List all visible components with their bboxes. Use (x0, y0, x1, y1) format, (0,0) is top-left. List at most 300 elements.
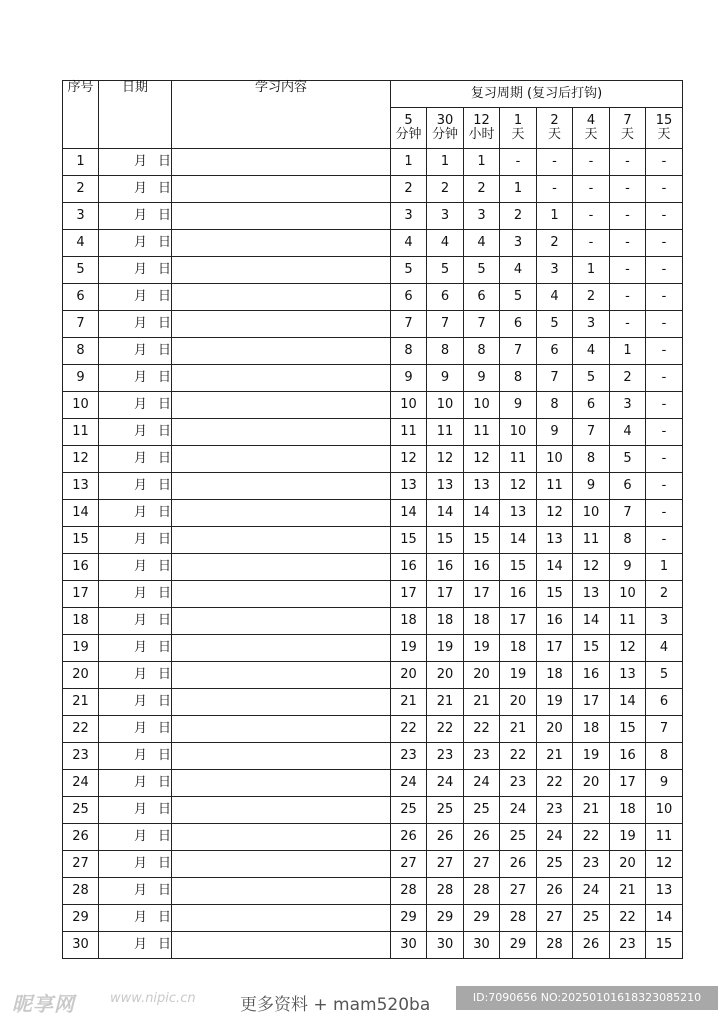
review-cell[interactable]: 25 (391, 797, 427, 824)
review-cell[interactable]: 18 (537, 662, 573, 689)
review-cell[interactable]: 28 (464, 878, 500, 905)
review-cell[interactable]: 19 (537, 689, 573, 716)
review-cell[interactable]: 1 (573, 257, 610, 284)
row-content-field[interactable] (172, 311, 391, 338)
review-cell[interactable]: 4 (646, 635, 683, 662)
row-date-field[interactable] (99, 851, 172, 878)
review-cell[interactable]: 5 (610, 446, 646, 473)
review-cell[interactable]: 29 (391, 905, 427, 932)
review-cell[interactable]: 1 (464, 149, 500, 176)
review-cell[interactable]: 12 (646, 851, 683, 878)
row-date-field[interactable] (99, 473, 172, 500)
review-cell[interactable]: 1 (391, 149, 427, 176)
review-cell[interactable]: 7 (500, 338, 537, 365)
row-content-field[interactable] (172, 203, 391, 230)
review-cell[interactable]: 14 (500, 527, 537, 554)
review-cell[interactable]: 7 (610, 500, 646, 527)
row-content-field[interactable] (172, 635, 391, 662)
review-cell[interactable]: 5 (646, 662, 683, 689)
review-cell[interactable]: - (573, 176, 610, 203)
review-cell[interactable]: 11 (500, 446, 537, 473)
review-cell[interactable]: 1 (646, 554, 683, 581)
row-date-field[interactable] (99, 581, 172, 608)
row-content-field[interactable] (172, 905, 391, 932)
review-cell[interactable]: 22 (391, 716, 427, 743)
review-cell[interactable]: 11 (537, 473, 573, 500)
row-content-field[interactable] (172, 500, 391, 527)
review-cell[interactable]: 14 (573, 608, 610, 635)
review-cell[interactable]: 11 (427, 419, 464, 446)
review-cell[interactable]: 18 (427, 608, 464, 635)
review-cell[interactable]: - (610, 311, 646, 338)
review-cell[interactable]: 26 (573, 932, 610, 959)
row-content-field[interactable] (172, 743, 391, 770)
review-cell[interactable]: 17 (610, 770, 646, 797)
review-cell[interactable]: 16 (500, 581, 537, 608)
review-cell[interactable]: 25 (537, 851, 573, 878)
review-cell[interactable]: 23 (427, 743, 464, 770)
review-cell[interactable]: 5 (573, 365, 610, 392)
review-cell[interactable]: 17 (427, 581, 464, 608)
row-content-field[interactable] (172, 878, 391, 905)
row-content-field[interactable] (172, 662, 391, 689)
review-cell[interactable]: 14 (610, 689, 646, 716)
review-cell[interactable]: - (573, 230, 610, 257)
review-cell[interactable]: 20 (573, 770, 610, 797)
row-content-field[interactable] (172, 230, 391, 257)
review-cell[interactable]: 5 (500, 284, 537, 311)
row-date-field[interactable] (99, 824, 172, 851)
review-cell[interactable]: 14 (391, 500, 427, 527)
review-cell[interactable]: 24 (500, 797, 537, 824)
row-content-field[interactable] (172, 284, 391, 311)
review-cell[interactable]: 7 (573, 419, 610, 446)
review-cell[interactable]: 18 (610, 797, 646, 824)
row-content-field[interactable] (172, 608, 391, 635)
review-cell[interactable]: 6 (500, 311, 537, 338)
review-cell[interactable]: 10 (573, 500, 610, 527)
row-content-field[interactable] (172, 473, 391, 500)
review-cell[interactable]: 13 (427, 473, 464, 500)
row-date-field[interactable] (99, 716, 172, 743)
review-cell[interactable]: - (537, 176, 573, 203)
row-date-field[interactable] (99, 932, 172, 959)
row-content-field[interactable] (172, 770, 391, 797)
row-date-field[interactable] (99, 635, 172, 662)
review-cell[interactable]: 12 (427, 446, 464, 473)
review-cell[interactable]: 13 (646, 878, 683, 905)
review-cell[interactable]: - (646, 149, 683, 176)
row-content-field[interactable] (172, 392, 391, 419)
review-cell[interactable]: 10 (610, 581, 646, 608)
row-date-field[interactable] (99, 878, 172, 905)
review-cell[interactable]: 12 (391, 446, 427, 473)
review-cell[interactable]: - (646, 257, 683, 284)
row-date-field[interactable] (99, 284, 172, 311)
row-date-field[interactable] (99, 500, 172, 527)
review-cell[interactable]: 12 (500, 473, 537, 500)
review-cell[interactable]: 2 (464, 176, 500, 203)
review-cell[interactable]: 9 (464, 365, 500, 392)
review-cell[interactable]: 17 (464, 581, 500, 608)
review-cell[interactable]: 4 (391, 230, 427, 257)
review-cell[interactable]: 16 (610, 743, 646, 770)
review-cell[interactable]: 8 (646, 743, 683, 770)
review-cell[interactable]: 8 (391, 338, 427, 365)
row-content-field[interactable] (172, 176, 391, 203)
review-cell[interactable]: - (646, 203, 683, 230)
review-cell[interactable]: - (646, 365, 683, 392)
review-cell[interactable]: 1 (610, 338, 646, 365)
review-cell[interactable]: 8 (464, 338, 500, 365)
review-cell[interactable]: 19 (391, 635, 427, 662)
row-date-field[interactable] (99, 257, 172, 284)
review-cell[interactable]: 14 (427, 500, 464, 527)
review-cell[interactable]: - (646, 473, 683, 500)
review-cell[interactable]: 5 (427, 257, 464, 284)
review-cell[interactable]: 22 (573, 824, 610, 851)
review-cell[interactable]: 24 (573, 878, 610, 905)
review-cell[interactable]: 9 (610, 554, 646, 581)
review-cell[interactable]: 3 (573, 311, 610, 338)
review-cell[interactable]: 30 (391, 932, 427, 959)
review-cell[interactable]: 25 (500, 824, 537, 851)
review-cell[interactable]: 6 (537, 338, 573, 365)
review-cell[interactable]: 13 (573, 581, 610, 608)
review-cell[interactable]: 7 (427, 311, 464, 338)
review-cell[interactable]: 2 (573, 284, 610, 311)
review-cell[interactable]: 28 (427, 878, 464, 905)
row-date-field[interactable] (99, 608, 172, 635)
review-cell[interactable]: - (646, 446, 683, 473)
review-cell[interactable]: 24 (464, 770, 500, 797)
review-cell[interactable]: 22 (427, 716, 464, 743)
review-cell[interactable]: - (610, 203, 646, 230)
review-cell[interactable]: 18 (573, 716, 610, 743)
review-cell[interactable]: 20 (610, 851, 646, 878)
review-cell[interactable]: 15 (646, 932, 683, 959)
review-cell[interactable]: 6 (391, 284, 427, 311)
review-cell[interactable]: 21 (391, 689, 427, 716)
review-cell[interactable]: 21 (427, 689, 464, 716)
review-cell[interactable]: 30 (464, 932, 500, 959)
review-cell[interactable]: - (573, 203, 610, 230)
review-cell[interactable]: 28 (391, 878, 427, 905)
review-cell[interactable]: 6 (610, 473, 646, 500)
review-cell[interactable]: 12 (573, 554, 610, 581)
row-date-field[interactable] (99, 419, 172, 446)
row-content-field[interactable] (172, 932, 391, 959)
review-cell[interactable]: - (646, 338, 683, 365)
review-cell[interactable]: 15 (610, 716, 646, 743)
review-cell[interactable]: 2 (391, 176, 427, 203)
review-cell[interactable]: 17 (573, 689, 610, 716)
row-date-field[interactable] (99, 527, 172, 554)
review-cell[interactable]: 18 (391, 608, 427, 635)
review-cell[interactable]: 22 (500, 743, 537, 770)
review-cell[interactable]: 19 (573, 743, 610, 770)
review-cell[interactable]: 9 (500, 392, 537, 419)
review-cell[interactable]: 20 (500, 689, 537, 716)
row-date-field[interactable] (99, 392, 172, 419)
review-cell[interactable]: 28 (500, 905, 537, 932)
review-cell[interactable]: 3 (610, 392, 646, 419)
review-cell[interactable]: 29 (427, 905, 464, 932)
review-cell[interactable]: 9 (391, 365, 427, 392)
review-cell[interactable]: 23 (464, 743, 500, 770)
review-cell[interactable]: 27 (464, 851, 500, 878)
review-cell[interactable]: 21 (500, 716, 537, 743)
review-cell[interactable]: 22 (610, 905, 646, 932)
review-cell[interactable]: 21 (610, 878, 646, 905)
review-cell[interactable]: 1 (500, 176, 537, 203)
review-cell[interactable]: 15 (391, 527, 427, 554)
review-cell[interactable]: 10 (391, 392, 427, 419)
review-cell[interactable]: 1 (427, 149, 464, 176)
review-cell[interactable]: 2 (610, 365, 646, 392)
review-cell[interactable]: 16 (573, 662, 610, 689)
review-cell[interactable]: 14 (537, 554, 573, 581)
review-cell[interactable]: 19 (427, 635, 464, 662)
review-cell[interactable]: 19 (464, 635, 500, 662)
review-cell[interactable]: 3 (427, 203, 464, 230)
review-cell[interactable]: 10 (537, 446, 573, 473)
review-cell[interactable]: 26 (464, 824, 500, 851)
review-cell[interactable]: - (500, 149, 537, 176)
review-cell[interactable]: - (573, 149, 610, 176)
row-date-field[interactable] (99, 689, 172, 716)
row-date-field[interactable] (99, 797, 172, 824)
review-cell[interactable]: 27 (537, 905, 573, 932)
review-cell[interactable]: 17 (391, 581, 427, 608)
review-cell[interactable]: - (646, 230, 683, 257)
review-cell[interactable]: - (610, 149, 646, 176)
review-cell[interactable]: 2 (537, 230, 573, 257)
row-content-field[interactable] (172, 338, 391, 365)
review-cell[interactable]: 16 (464, 554, 500, 581)
review-cell[interactable]: 23 (537, 797, 573, 824)
review-cell[interactable]: 10 (646, 797, 683, 824)
review-cell[interactable]: 3 (464, 203, 500, 230)
review-cell[interactable]: 28 (537, 932, 573, 959)
review-cell[interactable]: 13 (464, 473, 500, 500)
review-cell[interactable]: 10 (500, 419, 537, 446)
review-cell[interactable]: 9 (646, 770, 683, 797)
row-content-field[interactable] (172, 554, 391, 581)
review-cell[interactable]: 23 (610, 932, 646, 959)
review-cell[interactable]: 9 (427, 365, 464, 392)
review-cell[interactable]: 3 (537, 257, 573, 284)
row-date-field[interactable] (99, 905, 172, 932)
review-cell[interactable]: 22 (464, 716, 500, 743)
row-content-field[interactable] (172, 851, 391, 878)
review-cell[interactable]: 4 (500, 257, 537, 284)
review-cell[interactable]: 4 (427, 230, 464, 257)
review-cell[interactable]: 6 (427, 284, 464, 311)
review-cell[interactable]: 11 (646, 824, 683, 851)
review-cell[interactable]: 13 (610, 662, 646, 689)
review-cell[interactable]: - (610, 176, 646, 203)
review-cell[interactable]: 24 (391, 770, 427, 797)
review-cell[interactable]: 25 (573, 905, 610, 932)
review-cell[interactable]: - (646, 284, 683, 311)
review-cell[interactable]: 13 (391, 473, 427, 500)
review-cell[interactable]: 19 (500, 662, 537, 689)
review-cell[interactable]: 25 (464, 797, 500, 824)
row-date-field[interactable] (99, 662, 172, 689)
review-cell[interactable]: 24 (537, 824, 573, 851)
review-cell[interactable]: 11 (573, 527, 610, 554)
review-cell[interactable]: 5 (464, 257, 500, 284)
review-cell[interactable]: - (646, 500, 683, 527)
review-cell[interactable]: 21 (464, 689, 500, 716)
review-cell[interactable]: 13 (500, 500, 537, 527)
review-cell[interactable]: 20 (537, 716, 573, 743)
review-cell[interactable]: 2 (646, 581, 683, 608)
review-cell[interactable]: 12 (464, 446, 500, 473)
review-cell[interactable]: 4 (537, 284, 573, 311)
review-cell[interactable]: - (610, 230, 646, 257)
review-cell[interactable]: 15 (427, 527, 464, 554)
row-date-field[interactable] (99, 554, 172, 581)
review-cell[interactable]: 7 (464, 311, 500, 338)
review-cell[interactable]: 17 (500, 608, 537, 635)
review-cell[interactable]: 2 (427, 176, 464, 203)
review-cell[interactable]: 15 (500, 554, 537, 581)
review-cell[interactable]: 11 (391, 419, 427, 446)
review-cell[interactable]: 26 (391, 824, 427, 851)
review-cell[interactable]: - (646, 419, 683, 446)
row-content-field[interactable] (172, 527, 391, 554)
review-cell[interactable]: 12 (537, 500, 573, 527)
review-cell[interactable]: 23 (500, 770, 537, 797)
review-cell[interactable]: 24 (427, 770, 464, 797)
review-cell[interactable]: 20 (427, 662, 464, 689)
review-cell[interactable]: 14 (646, 905, 683, 932)
row-date-field[interactable] (99, 176, 172, 203)
review-cell[interactable]: 27 (391, 851, 427, 878)
row-date-field[interactable] (99, 311, 172, 338)
review-cell[interactable]: 4 (464, 230, 500, 257)
review-cell[interactable]: 4 (610, 419, 646, 446)
row-content-field[interactable] (172, 149, 391, 176)
review-cell[interactable]: - (646, 392, 683, 419)
review-cell[interactable]: 8 (610, 527, 646, 554)
review-cell[interactable]: 7 (391, 311, 427, 338)
review-cell[interactable]: 9 (537, 419, 573, 446)
review-cell[interactable]: 25 (427, 797, 464, 824)
review-cell[interactable]: - (610, 257, 646, 284)
review-cell[interactable]: 5 (537, 311, 573, 338)
review-cell[interactable]: 10 (464, 392, 500, 419)
row-content-field[interactable] (172, 581, 391, 608)
row-content-field[interactable] (172, 824, 391, 851)
row-content-field[interactable] (172, 446, 391, 473)
review-cell[interactable]: 18 (464, 608, 500, 635)
row-date-field[interactable] (99, 743, 172, 770)
review-cell[interactable]: - (646, 311, 683, 338)
review-cell[interactable]: 16 (427, 554, 464, 581)
review-cell[interactable]: 21 (573, 797, 610, 824)
review-cell[interactable]: 14 (464, 500, 500, 527)
row-date-field[interactable] (99, 446, 172, 473)
review-cell[interactable]: 29 (500, 932, 537, 959)
review-cell[interactable]: 18 (500, 635, 537, 662)
review-cell[interactable]: 27 (427, 851, 464, 878)
review-cell[interactable]: 7 (537, 365, 573, 392)
review-cell[interactable]: 19 (610, 824, 646, 851)
review-cell[interactable]: - (537, 149, 573, 176)
review-cell[interactable]: 17 (537, 635, 573, 662)
review-cell[interactable]: 30 (427, 932, 464, 959)
row-date-field[interactable] (99, 230, 172, 257)
review-cell[interactable]: 23 (391, 743, 427, 770)
review-cell[interactable]: 2 (500, 203, 537, 230)
review-cell[interactable]: 22 (537, 770, 573, 797)
row-content-field[interactable] (172, 689, 391, 716)
review-cell[interactable]: 4 (573, 338, 610, 365)
review-cell[interactable]: 29 (464, 905, 500, 932)
review-cell[interactable]: 3 (500, 230, 537, 257)
review-cell[interactable]: 16 (391, 554, 427, 581)
review-cell[interactable]: 10 (427, 392, 464, 419)
review-cell[interactable]: 6 (464, 284, 500, 311)
row-content-field[interactable] (172, 797, 391, 824)
review-cell[interactable]: 20 (464, 662, 500, 689)
review-cell[interactable]: - (646, 527, 683, 554)
review-cell[interactable]: 3 (391, 203, 427, 230)
row-date-field[interactable] (99, 203, 172, 230)
review-cell[interactable]: 20 (391, 662, 427, 689)
review-cell[interactable]: 9 (573, 473, 610, 500)
review-cell[interactable]: 11 (610, 608, 646, 635)
row-date-field[interactable] (99, 338, 172, 365)
review-cell[interactable]: 15 (464, 527, 500, 554)
review-cell[interactable]: - (646, 176, 683, 203)
review-cell[interactable]: 21 (537, 743, 573, 770)
row-content-field[interactable] (172, 257, 391, 284)
review-cell[interactable]: 26 (500, 851, 537, 878)
row-date-field[interactable] (99, 149, 172, 176)
review-cell[interactable]: 13 (537, 527, 573, 554)
review-cell[interactable]: 15 (573, 635, 610, 662)
review-cell[interactable]: 7 (646, 716, 683, 743)
row-date-field[interactable] (99, 770, 172, 797)
review-cell[interactable]: 27 (500, 878, 537, 905)
review-cell[interactable]: 8 (500, 365, 537, 392)
row-content-field[interactable] (172, 419, 391, 446)
review-cell[interactable]: 8 (427, 338, 464, 365)
review-cell[interactable]: 1 (537, 203, 573, 230)
row-content-field[interactable] (172, 365, 391, 392)
row-date-field[interactable] (99, 365, 172, 392)
review-cell[interactable]: 16 (537, 608, 573, 635)
review-cell[interactable]: 11 (464, 419, 500, 446)
review-cell[interactable]: 5 (391, 257, 427, 284)
review-cell[interactable]: 15 (537, 581, 573, 608)
review-cell[interactable]: 8 (573, 446, 610, 473)
review-cell[interactable]: 6 (646, 689, 683, 716)
review-cell[interactable]: 23 (573, 851, 610, 878)
review-cell[interactable]: 8 (537, 392, 573, 419)
review-cell[interactable]: 26 (427, 824, 464, 851)
review-cell[interactable]: 26 (537, 878, 573, 905)
row-content-field[interactable] (172, 716, 391, 743)
review-cell[interactable]: 12 (610, 635, 646, 662)
review-cell[interactable]: - (610, 284, 646, 311)
review-cell[interactable]: 6 (573, 392, 610, 419)
review-cell[interactable]: 3 (646, 608, 683, 635)
